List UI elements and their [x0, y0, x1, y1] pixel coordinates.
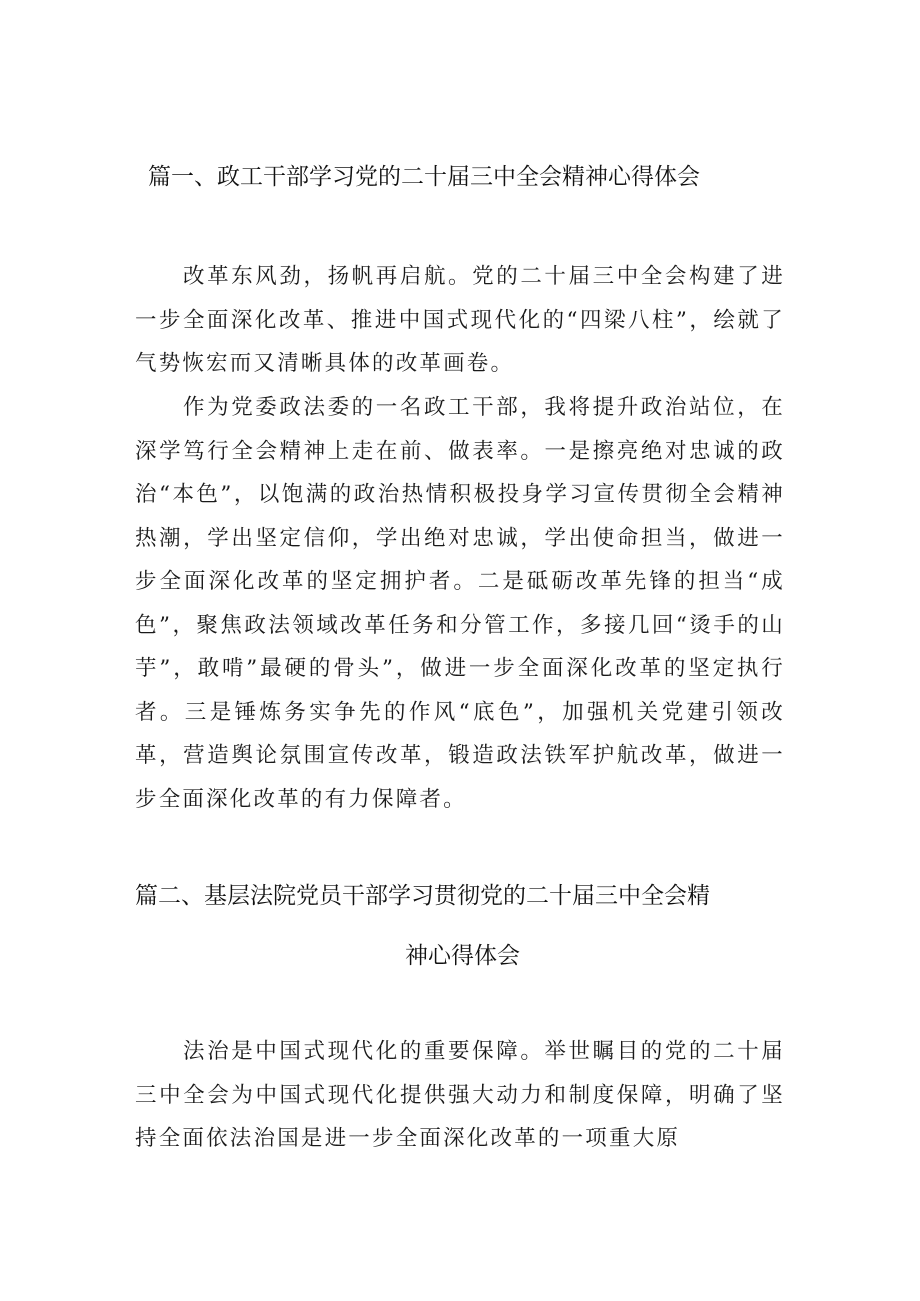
section-2-paragraph-1: 法治是中国式现代化的重要保障。举世瞩目的党的二十届三中全会为中国式现代化提供强大动力和制度保障，明确了坚持全面依法治国是进一步全面深化改革的一项重大原 — [135, 1039, 785, 1151]
section-1-paragraph-2: 作为党委政法委的一名政工干部，我将提升政治站位，在深学笃行全会精神上走在前、做表率。一是擦亮绝对忠诚的政治“本色”，以饱满的政治热情积极投身学习宣传贯彻全会精神热潮，学出坚定信仰，学出绝对忠诚，学出使命担当，做进一步全面深化改革的坚定拥护者。二是砥砺改革先锋的担当“成色”，聚焦政法领域改革任务和分管工作，多接几回“烫手的山芋”，敢啃”最硬的骨头”，做进一步全面深化改革的坚定执行者。三是锤炼务实争先的作风“底色”，加强机关党建引领改革，营造舆论氛围宣传改革，锻造政法铁军护航改革，做进一步全面深化改革的有力保障者。 — [135, 395, 785, 812]
section-1-paragraph-1: 改革东风劲，扬帆再启航。党的二十届三中全会构建了进一步全面深化改革、推进中国式现代化的“四梁八柱”，绘就了气势恢宏而又清晰具体的改革画卷。 — [135, 264, 785, 376]
section-2-title-line-2: 神心得体会 — [405, 943, 520, 969]
section-2-title-line-1: 篇二、基层法院党员干部学习贯彻党的二十届三中全会精 — [135, 883, 710, 909]
section-1-title: 篇一、政工干部学习党的二十届三中全会精神心得体会 — [148, 164, 700, 190]
